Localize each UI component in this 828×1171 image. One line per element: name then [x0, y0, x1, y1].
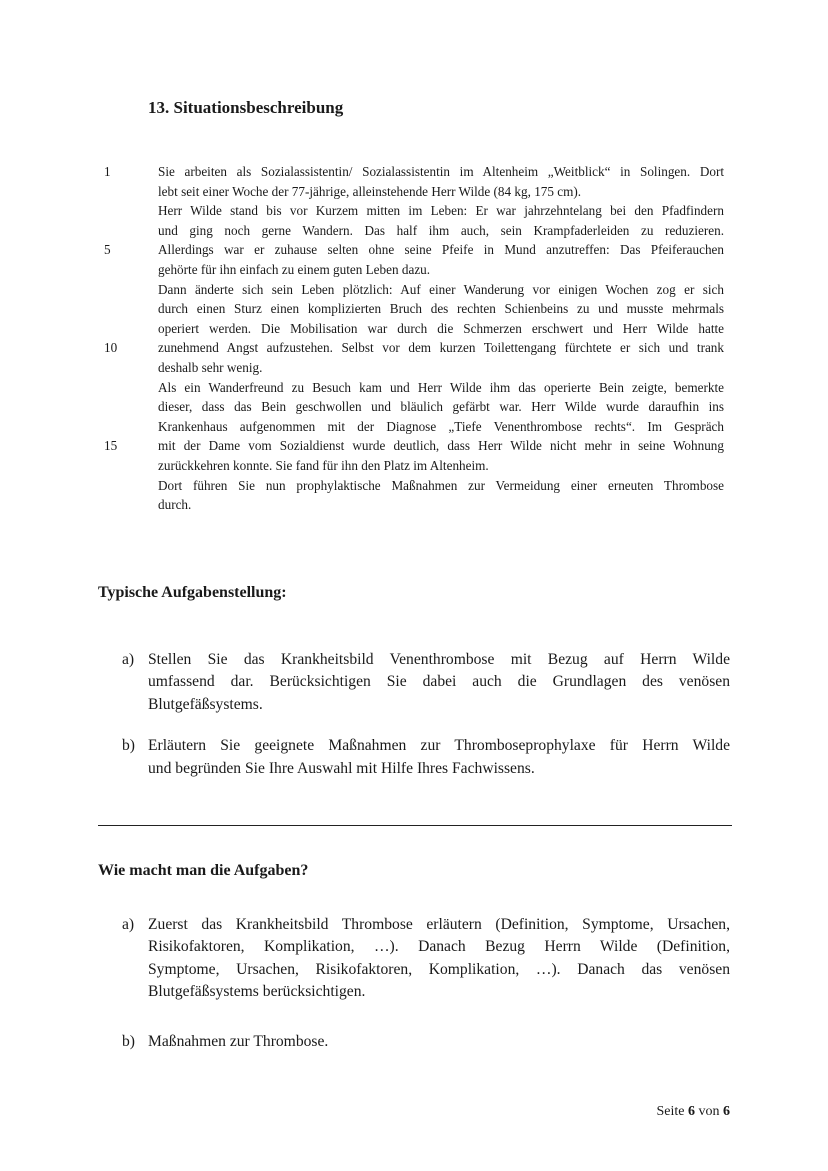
task-text: [148, 735, 730, 780]
line-text: mit der Dame vom Sozialdienst wurde deutlich, dass Herr Wilde nicht mehr in seine Wohnung: [158, 438, 724, 454]
situation-line: [104, 299, 724, 319]
task-marker: b): [122, 1032, 135, 1050]
line-number: 5: [104, 242, 111, 258]
line-text: Als ein Wanderfreund zu Besuch kam und Herr Wilde ihm das operierte Bein zeigte, bemerkte: [158, 379, 724, 395]
task-line: Blutgefäßsystems.: [148, 695, 263, 713]
howto-heading: Wie macht man die Aufgaben?: [98, 862, 309, 879]
task-line: Blutgefäßsystems berücksichtigen.: [148, 983, 366, 1001]
footer-current-page: 6: [688, 1104, 695, 1119]
situation-line: [104, 201, 724, 221]
situation-line: [104, 260, 724, 280]
task-line: Maßnahmen zur Thrombose.: [148, 1032, 329, 1050]
line-number: 15: [104, 438, 118, 454]
situation-description: [104, 162, 724, 515]
typical-task-heading: Typische Aufgabenstellung:: [98, 584, 287, 601]
situation-line: [104, 280, 724, 300]
situation-line: [104, 456, 724, 476]
page-footer: [657, 1104, 731, 1120]
footer-total-pages: 6: [723, 1104, 730, 1119]
line-text: zurückkehren konnte. Sie fand für ihn den Platz im Altenheim.: [158, 457, 489, 473]
line-text: Dort führen Sie nun prophylaktische Maßnahmen zur Vermeidung einer erneuten Thrombose: [158, 477, 724, 493]
line-text: lebt seit einer Woche der 77-jährige, alleinstehende Herr Wilde (84 kg, 175 cm).: [158, 183, 582, 199]
footer-middle: von: [698, 1104, 720, 1119]
task-item: [122, 735, 730, 780]
situation-line: [104, 417, 724, 437]
situation-line: [104, 221, 724, 241]
situation-line: [104, 495, 724, 515]
line-text: Allerdings war er zuhause selten ohne seine Pfeife in Mund anzutreffen: Das Pfeiferauchen: [158, 242, 724, 258]
line-text: durch.: [158, 497, 192, 513]
task-line: und begründen Sie Ihre Auswahl mit Hilfe Ihres Fachwissens.: [148, 759, 535, 777]
situation-line: [104, 240, 724, 260]
task-line: Symptome, Ursachen, Risikofaktoren, Komplikation, …). Danach das venösen: [148, 960, 730, 978]
task-line: Stellen Sie das Krankheitsbild Venenthrombose mit Bezug auf Herrn Wilde: [148, 651, 730, 668]
line-text: gehörte für ihn einfach zu einem guten Leben dazu.: [158, 261, 431, 277]
line-text: Herr Wilde stand bis vor Kurzem mitten im Leben: Er war jahrzehntelang bei den Pfadfindern: [158, 203, 724, 219]
section-title: 13. Situationsbeschreibung: [148, 98, 344, 117]
situation-line: [104, 162, 724, 182]
task-item: [122, 914, 730, 1004]
task-text: [148, 1031, 730, 1053]
line-text: Sie arbeiten als Sozialassistentin/ Sozialassistentin im Altenheim „Weitblick“ in Solingen. Dort: [158, 164, 724, 179]
task-line: Erläutern Sie geeignete Maßnahmen zur Thromboseprophylaxe für Herrn Wilde: [148, 737, 730, 755]
line-text: operiert werden. Die Mobilisation war durch die Schmerzen erschwert und Herr Wilde hatte: [158, 320, 724, 336]
situation-line: [104, 182, 724, 202]
line-text: und ging noch gerne Wandern. Das half ihm auch, sein Krampfaderleiden zu reduzieren.: [158, 222, 724, 238]
line-text: zunehmend Angst aufzustehen. Selbst vor dem kurzen Toilettengang fürchtete er sich und trank: [158, 340, 724, 356]
task-text: [148, 914, 730, 1004]
line-number: 1: [104, 164, 111, 179]
line-text: Krankenhaus aufgenommen mit der Diagnose „Tiefe Venenthrombose rechts“. Im Gespräch: [158, 418, 724, 434]
line-number: 10: [104, 340, 118, 356]
situation-line: [104, 397, 724, 417]
situation-line: [104, 378, 724, 398]
footer-prefix: Seite: [656, 1104, 685, 1119]
typical-task-list: [122, 649, 730, 780]
task-marker: b): [122, 737, 135, 755]
line-text: Dann änderte sich sein Leben plötzlich: Auf einer Wanderung vor einigen Wochen zog er sich: [158, 281, 724, 297]
task-line: Zuerst das Krankheitsbild Thrombose erläutern (Definition, Symptome, Ursachen,: [148, 916, 730, 933]
task-item: [122, 649, 730, 716]
situation-line: [104, 338, 724, 358]
line-text: durch einen Sturz einen komplizierten Bruch des rechten Schienbeins zu und musste mehrmals: [158, 301, 724, 317]
task-line: Risikofaktoren, Komplikation, …). Danach Bezug Herrn Wilde (Definition,: [148, 938, 730, 956]
horizontal-divider: [98, 825, 732, 826]
howto-task-list: [122, 914, 730, 1053]
task-text: [148, 649, 730, 716]
task-marker: a): [122, 916, 135, 933]
line-text: dieser, dass das Bein geschwollen und bläulich gefärbt war. Herr Wilde wurde daraufhin ins: [158, 399, 724, 415]
situation-line: [104, 319, 724, 339]
task-item: [122, 1031, 730, 1053]
task-line: umfassend dar. Berücksichtigen Sie dabei auch die Grundlagen des venösen: [148, 673, 730, 691]
line-text: deshalb sehr wenig.: [158, 359, 263, 375]
task-marker: a): [122, 651, 135, 668]
situation-line: [104, 358, 724, 378]
situation-line: [104, 476, 724, 496]
situation-line: [104, 436, 724, 456]
